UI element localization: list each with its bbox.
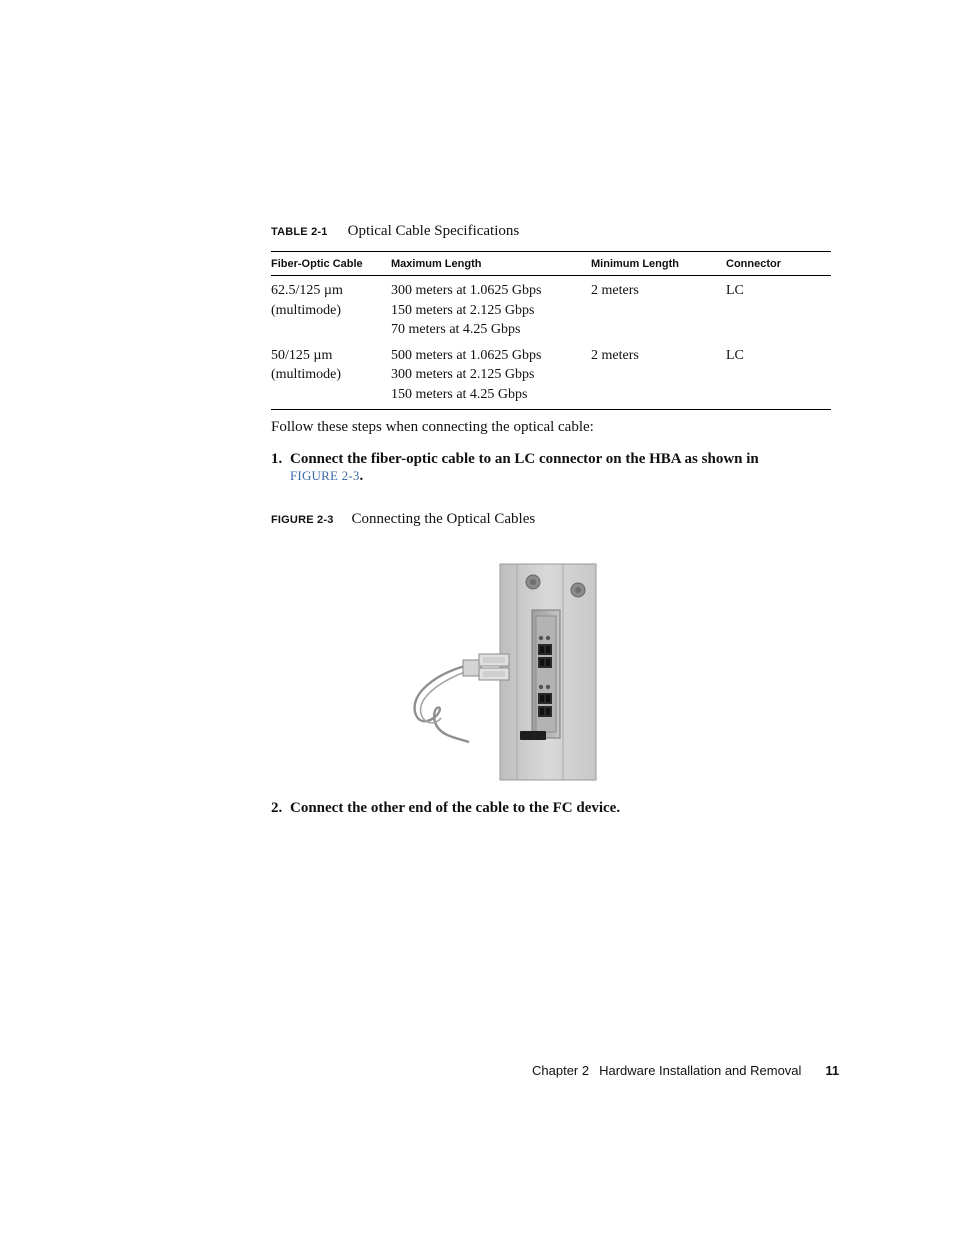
cell-min-length: 2 meters [591,347,639,363]
figure-label: FIGURE 2-3 [271,514,334,526]
header-maximum-length: Maximum Length [391,252,591,276]
table-title: Optical Cable Specifications [347,223,520,239]
figure-caption [271,510,535,528]
hba-illustration-svg [405,562,599,782]
step-1 [271,451,831,491]
intro-paragraph: Follow these steps when connecting the optical cable: [271,419,594,435]
footer-section: Hardware Installation and Removal [599,1063,802,1078]
cell-connector: LC [726,347,744,363]
figure-title: Connecting the Optical Cables [351,511,536,527]
max-length-line: 150 meters at 2.125 Gbps [391,302,535,318]
max-length-line: 70 meters at 4.25 Gbps [391,322,521,337]
table-caption [271,222,519,240]
step-body [290,451,759,485]
cell-max-length [391,276,591,341]
cable-mode: (multimode) [271,367,341,382]
max-length-line: 300 meters at 2.125 Gbps [391,367,535,382]
step-text: Connect the fiber-optic cable to an LC connector on the HBA as shown in [290,451,759,467]
table-row [271,276,831,341]
cable-type: 50/125 µm [271,347,333,363]
table-header-row [271,252,831,276]
max-length-line: 150 meters at 4.25 Gbps [391,386,528,402]
header-fiber-optic-cable: Fiber-Optic Cable [271,252,391,276]
optical-cable-spec-table [271,251,831,410]
page-footer [532,1063,839,1078]
cell-cable [271,341,391,410]
step-number: 2. [271,800,283,816]
cable-mode: (multimode) [271,302,341,318]
page-number: 11 [825,1063,840,1078]
cable-type: 62.5/125 µm [271,283,343,298]
step-suffix: . [359,468,364,484]
step-number: 1. [271,451,283,467]
cell-cable [271,276,391,341]
max-length-line: 300 meters at 1.0625 Gbps [391,283,542,298]
header-minimum-length: Minimum Length [591,252,726,276]
table-label: TABLE 2-1 [271,226,328,238]
cell-max-length [391,341,591,410]
step-text: Connect the other end of the cable to the FC device. [290,800,621,816]
bracket-tab [520,731,546,740]
max-length-line: 500 meters at 1.0625 Gbps [391,347,542,363]
hba-cable-illustration [405,562,599,782]
footer-chapter: Chapter 2 [532,1063,590,1078]
step-2 [271,800,831,820]
figure-cross-reference-link[interactable]: FIGURE 2-3 [290,468,360,483]
fiber-optic-cable [415,666,469,742]
cell-min-length: 2 meters [591,283,639,298]
step-body [290,800,620,817]
header-connector: Connector [726,252,831,276]
cell-connector: LC [726,283,744,298]
table-row [271,341,831,410]
